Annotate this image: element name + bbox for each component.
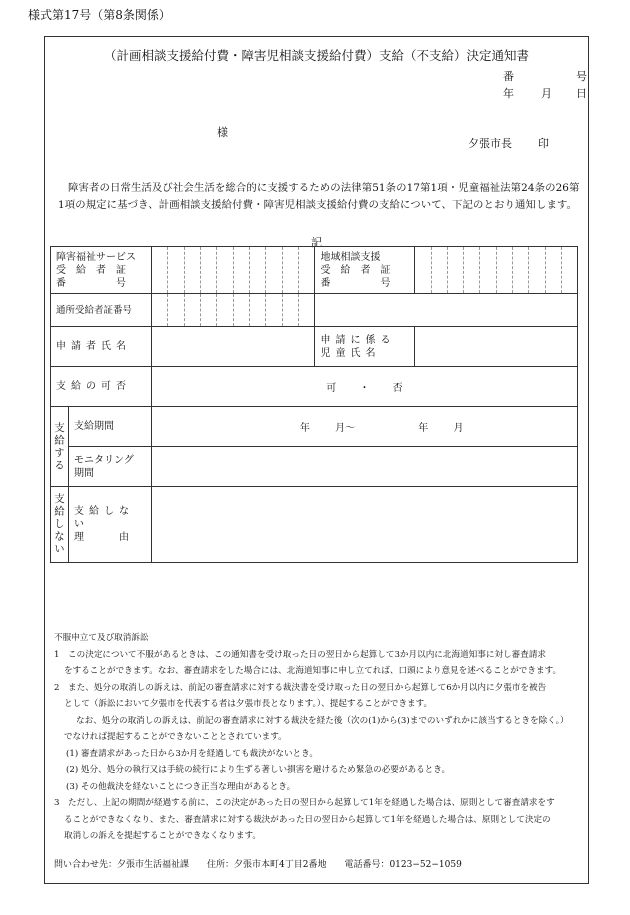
note-line: (2) 処分、処分の執行又は手続の続行により生ずる著しい損害を避けるため緊急の必要があるとき。	[66, 765, 451, 775]
addressee-suffix: 様	[217, 126, 228, 139]
monitoring-label: モニタリング 期間	[68, 447, 151, 487]
period-value: 年 月〜 年 月	[151, 407, 577, 447]
number-label: 番	[503, 70, 514, 83]
note-line: (1) 審査請求があった日から3か月を経過しても裁決がないとき。	[66, 748, 318, 759]
regional-no-label: 地域相談支援 受 給 者 証 番 号	[315, 247, 415, 294]
grant-vertical-label: 支給する	[51, 407, 69, 487]
note-line: でなければ提起することができないこととされています。	[64, 732, 287, 742]
contact-info: 問い合わせ先：夕張市生活福祉課 住所：夕張市本町4丁目2番地 電話番号：0123−52−1059	[54, 860, 462, 870]
note-line: なお、処分の取消しの訴えは、前記の審査請求に対する裁決を経た後（次の(1)から(3)までのいずれかに該当するときを除く。）	[76, 715, 569, 726]
note-line: 取消しの訴えを提起することができなくなります。	[64, 831, 261, 841]
note-line: 1 この決定について不服があるときは、この通知書を受け取った日の翌日から起算して3か月以内に北海道知事に対し審査請求	[54, 649, 547, 660]
child-name-value	[415, 327, 578, 367]
body-text: 障害者の日常生活及び社会生活を総合的に支援するための法律第51条の17第1項・児童福祉法第24条の26第1項の規定に基づき、計画相談支援給付費・障害児相談支援給付費の支給について、下記のとおり通知します。	[58, 182, 580, 211]
recipient-no-boxes	[151, 247, 315, 294]
document-title: （計画相談支援給付費・障害児相談支援給付費）支給（不支給）決定通知書	[103, 48, 529, 63]
nogrant-vertical-label: 支給しない	[51, 487, 69, 563]
note-line: ることができなくなり、また、審査請求に対する裁決があった日の翌日から起算して1年を経過した場合は、原則として決定の	[64, 814, 551, 825]
note-line: として（訴訟において夕張市を代表する者は夕張市長となります。）、提起することができます。	[64, 699, 433, 709]
seal-mark: 印	[538, 137, 549, 150]
nogrant-reason-value	[151, 487, 577, 563]
child-name-label: 申請に係る 児童氏名	[315, 327, 415, 367]
note-line: 3 ただし、上記の期間が経過する前に、この決定があった日の翌日から起算して1年を経過した場合は、原則として審査請求をす	[54, 798, 555, 808]
note-line: をすることができます。なお、審査請求をした場合には、北海道知事に申し立てれば、口頭により意見を述べることができます。	[64, 666, 562, 676]
daycare-blank	[315, 294, 578, 327]
form-id: 様式第17号（第8条関係）	[28, 8, 171, 22]
approval-value: 可 ・ 否	[151, 367, 577, 407]
note-line: 2 また、処分の取消しの訴えは、前記の審査請求に対する裁決書を受け取った日の翌日から起算して6か月以内に夕張市を被告	[54, 682, 547, 693]
issuer: 夕張市長	[468, 137, 512, 150]
applicant-name-value	[151, 327, 315, 367]
regional-no-boxes	[415, 247, 578, 294]
appeal-notes	[54, 630, 590, 845]
period-label: 支給期間	[68, 407, 151, 447]
date-year: 年	[503, 87, 514, 100]
date-month: 月	[541, 87, 552, 100]
note-line: (3) その他裁決を経ないことにつき正当な理由があるとき。	[66, 781, 296, 792]
decision-table	[50, 246, 578, 563]
recipient-no-label: 障害福祉サービス 受 給 者 証 番 号	[51, 247, 152, 294]
monitoring-value	[151, 447, 577, 487]
number-suffix: 号	[576, 70, 587, 83]
approval-label: 支給の可否	[51, 367, 152, 407]
daycare-no-boxes	[151, 294, 315, 327]
ki-heading: 記	[311, 236, 322, 249]
nogrant-reason-label: 支給しない 理 由	[68, 487, 151, 563]
notes-heading: 不服申立て及び取消訴訟	[54, 633, 149, 643]
applicant-name-label: 申請者氏名	[51, 327, 152, 367]
date-day: 日	[576, 87, 587, 100]
daycare-no-label: 通所受給者証番号	[51, 294, 152, 327]
